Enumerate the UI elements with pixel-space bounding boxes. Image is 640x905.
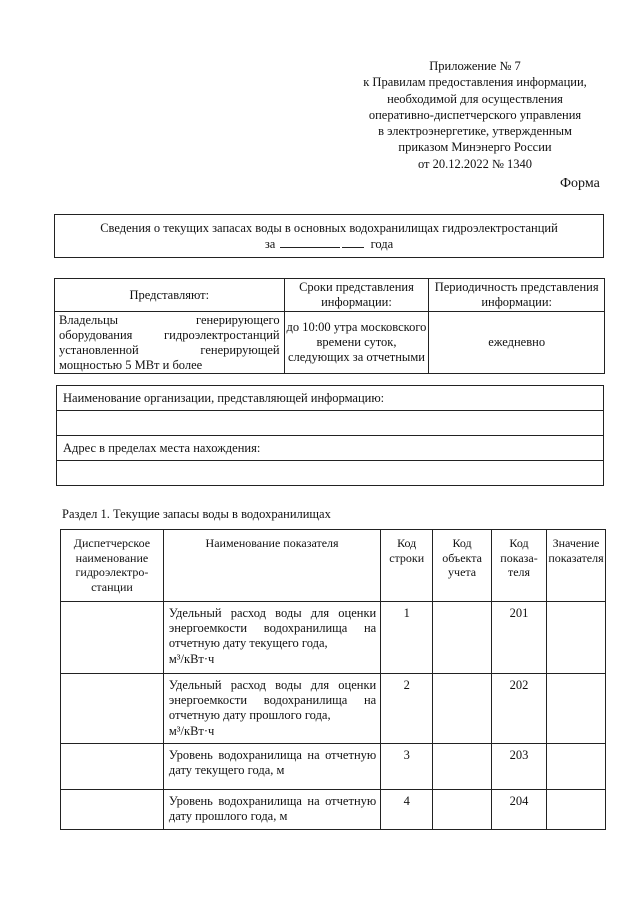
- indicator-text: Удельный расход воды для оценки энергоемкости водохранилища на отчетную дату текущего года,: [168, 606, 377, 651]
- col-station: Диспетчерское наименование гидроэлектро-станции: [61, 530, 164, 602]
- indicator-code-cell: 204: [492, 790, 547, 830]
- col-indicator: Наименование показателя: [163, 530, 380, 602]
- indicator-cell: [163, 674, 380, 744]
- address-field[interactable]: [57, 461, 604, 486]
- period-blank-field[interactable]: [280, 237, 340, 248]
- indicator-code-cell: 203: [492, 744, 547, 790]
- header-who: Представляют:: [55, 279, 285, 312]
- appendix-line: необходимой для осуществления: [387, 91, 563, 106]
- org-name-label: Наименование организации, представляющей информацию:: [57, 386, 604, 411]
- org-name-field[interactable]: [57, 411, 604, 436]
- form-label: Форма: [560, 176, 600, 191]
- address-label: Адрес в пределах места нахождения:: [57, 436, 604, 461]
- appendix-line: в электроэнергетике, утвержденным: [378, 124, 572, 139]
- indicator-unit: м³/кВт·ч: [168, 651, 215, 666]
- value-cell[interactable]: [546, 790, 605, 830]
- table-row: [61, 790, 606, 830]
- object-code-cell[interactable]: [433, 674, 492, 744]
- form-title-box: [54, 214, 604, 258]
- indicator-text: Уровень водохранилища на отчетную дату текущего года, м: [168, 748, 377, 778]
- col-row-code: Код строки: [381, 530, 433, 602]
- period-suffix: года: [370, 237, 394, 251]
- deadline-cell: до 10:00 утра московского времени суток, следующих за отчетными: [284, 312, 429, 374]
- indicator-code-cell: 201: [492, 602, 547, 674]
- object-code-cell[interactable]: [433, 602, 492, 674]
- reservoir-table: [60, 529, 606, 830]
- appendix-line: приказом Минэнерго России: [398, 140, 552, 155]
- station-cell[interactable]: [61, 602, 164, 674]
- station-cell[interactable]: [61, 744, 164, 790]
- reporting-table: [54, 278, 605, 374]
- form-period-line: [55, 236, 603, 252]
- frequency-cell: ежедневно: [429, 312, 605, 374]
- col-value: Значение показателя: [546, 530, 605, 602]
- appendix-line: к Правилам предоставления информации,: [363, 75, 587, 90]
- object-code-cell[interactable]: [433, 790, 492, 830]
- section-title: Раздел 1. Текущие запасы воды в водохранилищах: [62, 507, 331, 521]
- row-code-cell: 2: [381, 674, 433, 744]
- form-title: Сведения о текущих запасах воды в основных водохранилищах гидроэлектростанций: [100, 221, 558, 235]
- col-object-code: Код объекта учета: [433, 530, 492, 602]
- indicator-text: Уровень водохранилища на отчетную дату прошлого года, м: [168, 794, 377, 824]
- table-row: [61, 602, 606, 674]
- value-cell[interactable]: [546, 744, 605, 790]
- header-frequency: Периодичность представления информации:: [429, 279, 605, 312]
- appendix-line: от 20.12.2022 № 1340: [417, 156, 533, 171]
- value-cell[interactable]: [546, 602, 605, 674]
- indicator-text: Удельный расход воды для оценки энергоемкости водохранилища на отчетную дату прошлого года,: [168, 678, 377, 723]
- table-row: [61, 744, 606, 790]
- indicator-cell: [163, 790, 380, 830]
- appendix-line: Приложение № 7: [429, 59, 521, 73]
- org-info-table: [56, 385, 604, 486]
- appendix-line: оперативно-диспетчерского управления: [368, 107, 582, 122]
- station-cell[interactable]: [61, 790, 164, 830]
- value-cell[interactable]: [546, 674, 605, 744]
- station-cell[interactable]: [61, 674, 164, 744]
- indicator-unit: м³/кВт·ч: [168, 723, 215, 738]
- who-cell: Владельцы генерирующего оборудования гидроэлектростанций установленной генерирующей мощностью 5 МВт и более: [55, 312, 285, 374]
- object-code-cell[interactable]: [433, 744, 492, 790]
- table-row: [61, 674, 606, 744]
- row-code-cell: 4: [381, 790, 433, 830]
- col-indicator-code: Код показа-теля: [492, 530, 547, 602]
- period-blank-field-2[interactable]: [342, 237, 364, 248]
- appendix-header: [330, 58, 620, 172]
- header-deadline: Сроки представления информации:: [284, 279, 429, 312]
- indicator-code-cell: 202: [492, 674, 547, 744]
- indicator-cell: [163, 744, 380, 790]
- period-prefix: за: [264, 237, 276, 251]
- indicator-cell: [163, 602, 380, 674]
- row-code-cell: 3: [381, 744, 433, 790]
- row-code-cell: 1: [381, 602, 433, 674]
